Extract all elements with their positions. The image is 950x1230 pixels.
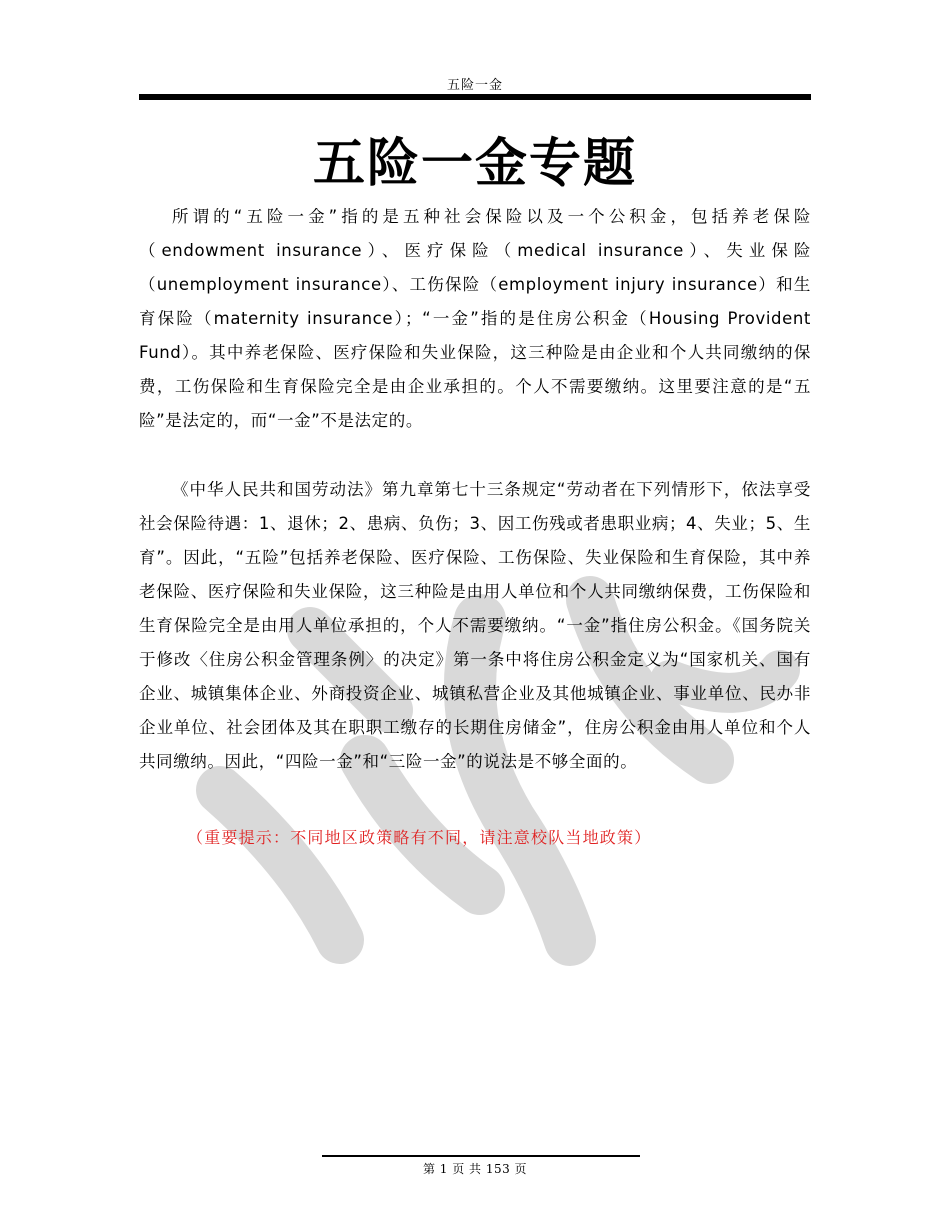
paragraph-text: 《中华人民共和国劳动法》第九章第七十三条规定“劳动者在下列情形下，依法享受社会保险待遇：1、退休；2、患病、负伤；3、因工伤残或者患职业病；4、失业；5、生育”。因此，“五险”包括养老保险、医疗保险、工伤保险、失业保险和生育保险，其中养老保险、医疗保险和失业保险，这三种险是由用人单位和个人共同缴纳保费，工伤保险和生育保险完全是由用人单位承担的，个人不需要缴纳。“一金”指住房公积金。《国务院关于修改〈住房公积金管理条例〉的决定》第一条中将住房公积金定义为“国家机关、国有企业、城镇集体企业、外商投资企业、城镇私营企业及其他城镇企业、事业单位、民办非企业单位、社会团体及其在职职工缴存的长期住房储金”，住房公积金由用人单位和个人共同缴纳。因此，“四险一金”和“三险一金”的说法是不够全面的。 (139, 480, 811, 771)
paragraph-labor-law (139, 473, 811, 779)
header-divider (139, 94, 811, 100)
paragraph-intro (139, 200, 811, 438)
header-title: 五险一金 (446, 78, 503, 93)
footer-divider (322, 1155, 640, 1157)
page-number: 第 1 页 共 153 页 (422, 1162, 528, 1176)
important-notice: （重要提示：不同地区政策略有不同，请注意校队当地政策） (187, 828, 652, 847)
document-title: 五险一金专题 (312, 134, 637, 194)
paragraph-text: 所谓的“五险一金”指的是五种社会保险以及一个公积金，包括养老保险（endowment insurance）、医疗保险（medical insurance）、失业保险（unemployment insurance）、工伤保险（employment injury insurance）和生育保险（maternity insurance）；“一金”指的是住房公积金（Housing Provident Fund）。其中养老保险、医疗保险和失业保险，这三种险是由企业和个人共同缴纳的保费，工伤保险和生育保险完全是由企业承担的。个人不需要缴纳。这里要注意的是“五险”是法定的，而“一金”不是法定的。 (139, 207, 811, 430)
